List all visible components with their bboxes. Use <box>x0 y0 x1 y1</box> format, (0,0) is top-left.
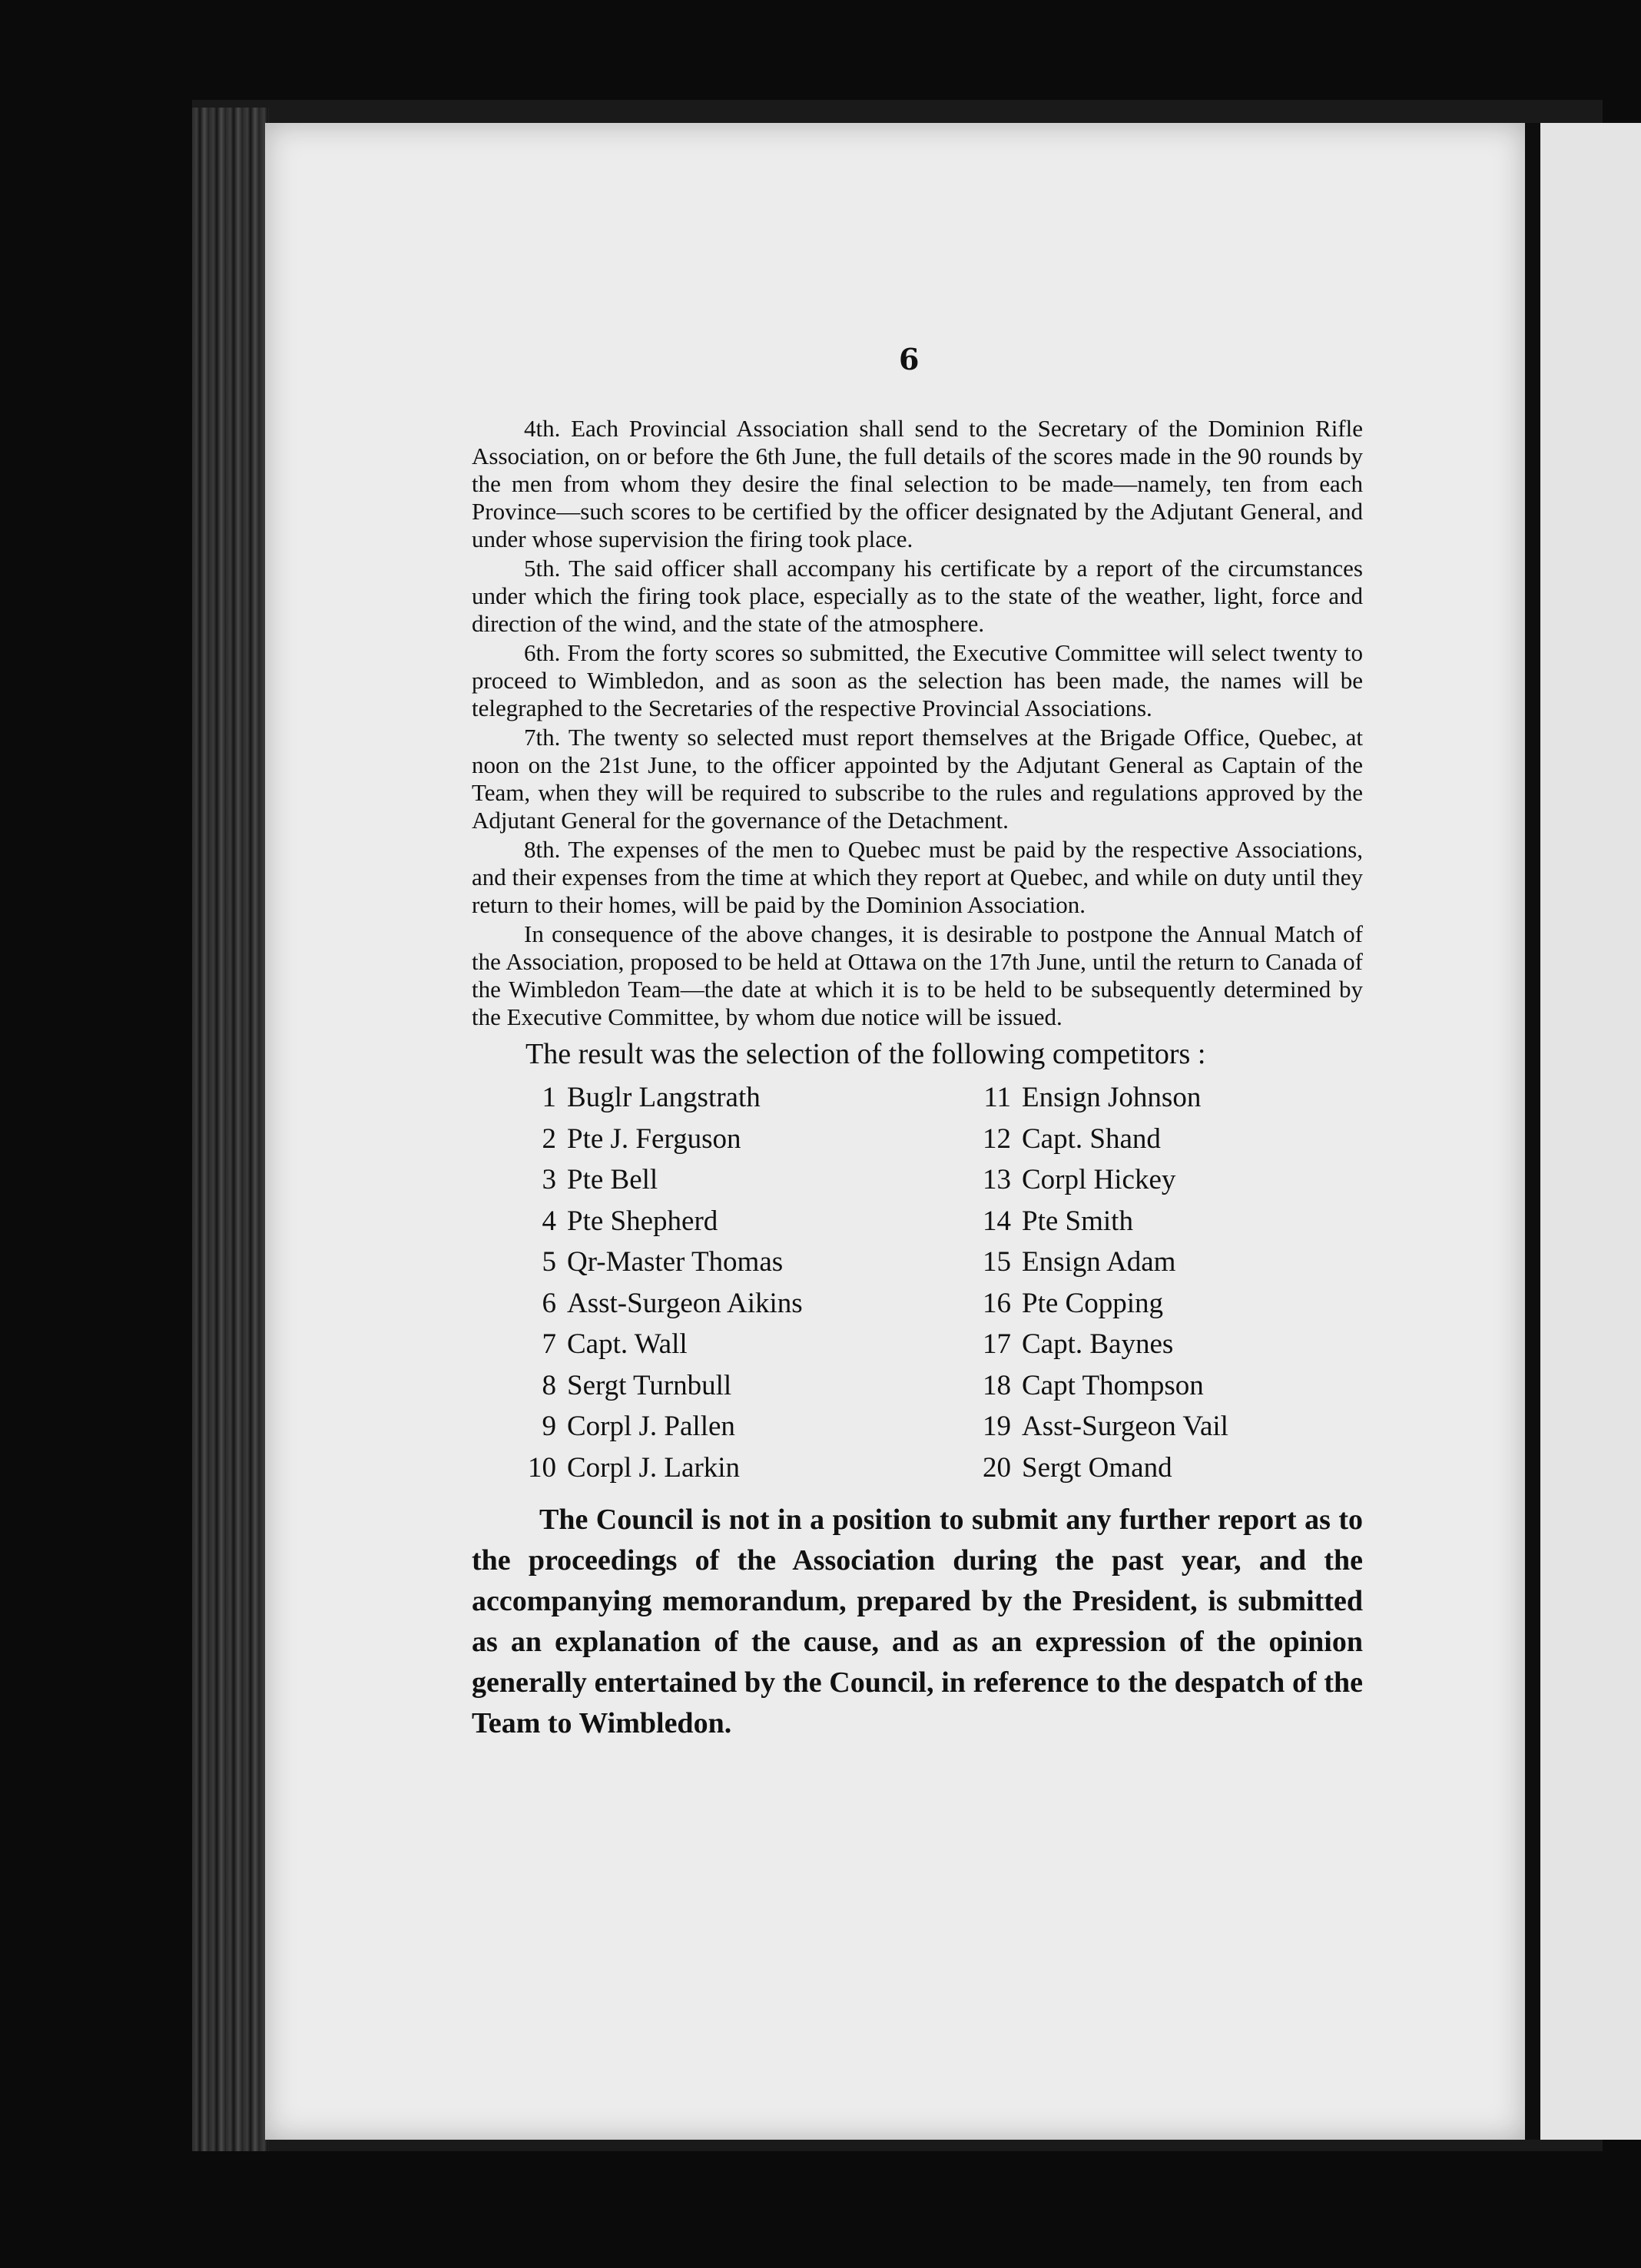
competitor-item <box>971 1283 1228 1325</box>
competitor-item <box>525 1447 803 1489</box>
competitor-item <box>525 1406 803 1447</box>
competitor-number: 19 <box>983 1411 1011 1442</box>
competitor-column-left <box>525 1077 803 1488</box>
competitor-item <box>525 1159 803 1201</box>
competitor-number: 15 <box>983 1246 1011 1278</box>
competitor-name: Sergt Turnbull <box>567 1369 732 1401</box>
page-body <box>472 415 1363 1744</box>
competitor-name: Pte Smith <box>1022 1205 1133 1237</box>
paragraph-consequence: In consequence of the above changes, it is desirable to postpone the Annual Match of the Association, proposed to be held at Ottawa on the 17th June, until the return to Canada of the Wimbledon Team—the date at which it is to be held to be subsequently determined by the Executive Committee, by whom due notice will be issued. <box>472 920 1363 1030</box>
competitor-name: Qr-Master Thomas <box>567 1246 784 1278</box>
book-spine <box>192 108 269 2151</box>
competitor-number: 20 <box>983 1451 1011 1484</box>
result-heading: The result was the selection of the following competitors : <box>525 1038 1206 1070</box>
closing-paragraph: The Council is not in a position to submit any further report as to the proceedings of the Association during the past year, and the accompanying memorandum, prepared by the President, is submitted as an explanation of the cause, and as an expression of the opinion generally entertained by the Council, in reference to the despatch of the Team to Wimbledon. <box>472 1504 1363 1739</box>
competitor-number: 13 <box>983 1164 1011 1195</box>
competitor-name: Corpl J. Pallen <box>567 1411 735 1442</box>
competitor-item <box>525 1201 803 1242</box>
competitor-item <box>971 1406 1228 1447</box>
competitor-number: 4 <box>542 1205 556 1237</box>
competitor-number: 1 <box>542 1082 556 1113</box>
competitor-name: Capt Thompson <box>1022 1369 1204 1401</box>
page-gutter <box>1525 123 1540 2140</box>
paragraph-7th: 7th. The twenty so selected must report themselves at the Brigade Office, Quebec, at noon on the 21st June, to the officer appointed by the Adjutant General as Captain of the Team, when they will be required to subscribe to the rules and regulations approved by the Adjutant General for the governance of the Detachment. <box>472 724 1363 834</box>
competitor-item <box>971 1324 1228 1365</box>
competitor-number: 11 <box>983 1082 1011 1113</box>
adjacent-page-edge <box>1540 123 1641 2140</box>
competitor-name: Capt. Wall <box>567 1328 688 1360</box>
competitor-number: 3 <box>542 1164 556 1195</box>
competitor-item <box>971 1119 1228 1160</box>
competitor-number: 18 <box>983 1369 1011 1401</box>
competitor-number: 5 <box>542 1246 556 1278</box>
competitor-number: 2 <box>542 1122 556 1155</box>
competitor-name: Capt. Shand <box>1022 1122 1161 1155</box>
competitor-item <box>525 1324 803 1365</box>
competitor-number: 14 <box>983 1205 1011 1237</box>
competitor-item <box>525 1242 803 1283</box>
competitor-item <box>971 1077 1228 1119</box>
competitor-name: Ensign Johnson <box>1022 1082 1202 1113</box>
competitor-item <box>971 1365 1228 1407</box>
paragraph-6th: 6th. From the forty scores so submitted, the Executive Committee will select twenty to proceed to Wimbledon, and as soon as the selection has been made, the names will be telegraphed to the Secretaries of the respective Provincial Associations. <box>472 639 1363 721</box>
competitor-name: Sergt Omand <box>1022 1451 1172 1484</box>
competitor-number: 12 <box>983 1122 1011 1155</box>
competitor-item <box>525 1119 803 1160</box>
competitor-item <box>525 1283 803 1325</box>
competitor-item <box>525 1077 803 1119</box>
competitor-item <box>971 1447 1228 1489</box>
competitor-number: 6 <box>542 1287 556 1319</box>
paragraph-4th: 4th. Each Provincial Association shall send to the Secretary of the Dominion Rifle Association, on or before the 6th June, the full details of the scores made in the 90 rounds by the men from whom they desire the final selection to be made—namely, ten from each Province—such scores to be certified by the officer designated by the Adjutant General, and under whose supervision the firing took place. <box>472 415 1363 552</box>
competitor-name: Corpl J. Larkin <box>567 1451 741 1484</box>
paragraph-8th: 8th. The expenses of the men to Quebec must be paid by the respective Associations, and their expenses from the time at which they report at Quebec, and while on duty until they return to their homes, will be paid by the Dominion Association. <box>472 836 1363 918</box>
paragraph-5th: 5th. The said officer shall accompany his certificate by a report of the circumstances under which the firing took place, especially as to the state of the weather, light, force and direction of the wind, and the state of the atmosphere. <box>472 555 1363 637</box>
competitor-column-right <box>971 1077 1228 1488</box>
competitor-item <box>525 1365 803 1407</box>
competitor-number: 9 <box>542 1411 556 1442</box>
competitor-name: Asst-Surgeon Aikins <box>567 1287 803 1319</box>
competitor-name: Capt. Baynes <box>1022 1328 1174 1360</box>
competitor-item <box>971 1201 1228 1242</box>
competitor-name: Buglr Langstrath <box>567 1082 761 1113</box>
competitor-item <box>971 1242 1228 1283</box>
page-number: 6 <box>899 342 920 376</box>
competitor-number: 8 <box>542 1369 556 1401</box>
competitor-name: Pte J. Ferguson <box>567 1122 741 1155</box>
competitor-name: Pte Bell <box>567 1164 658 1195</box>
competitor-number: 16 <box>983 1287 1011 1319</box>
competitor-number: 10 <box>528 1451 556 1484</box>
competitor-number: 17 <box>983 1328 1011 1360</box>
competitor-list <box>472 1077 1363 1500</box>
competitor-name: Pte Copping <box>1022 1287 1163 1319</box>
competitor-name: Asst-Surgeon Vail <box>1022 1411 1228 1442</box>
competitor-name: Pte Shepherd <box>567 1205 718 1237</box>
competitor-item <box>971 1159 1228 1201</box>
competitor-number: 7 <box>542 1328 556 1360</box>
competitor-name: Corpl Hickey <box>1022 1164 1176 1195</box>
competitor-name: Ensign Adam <box>1022 1246 1176 1278</box>
